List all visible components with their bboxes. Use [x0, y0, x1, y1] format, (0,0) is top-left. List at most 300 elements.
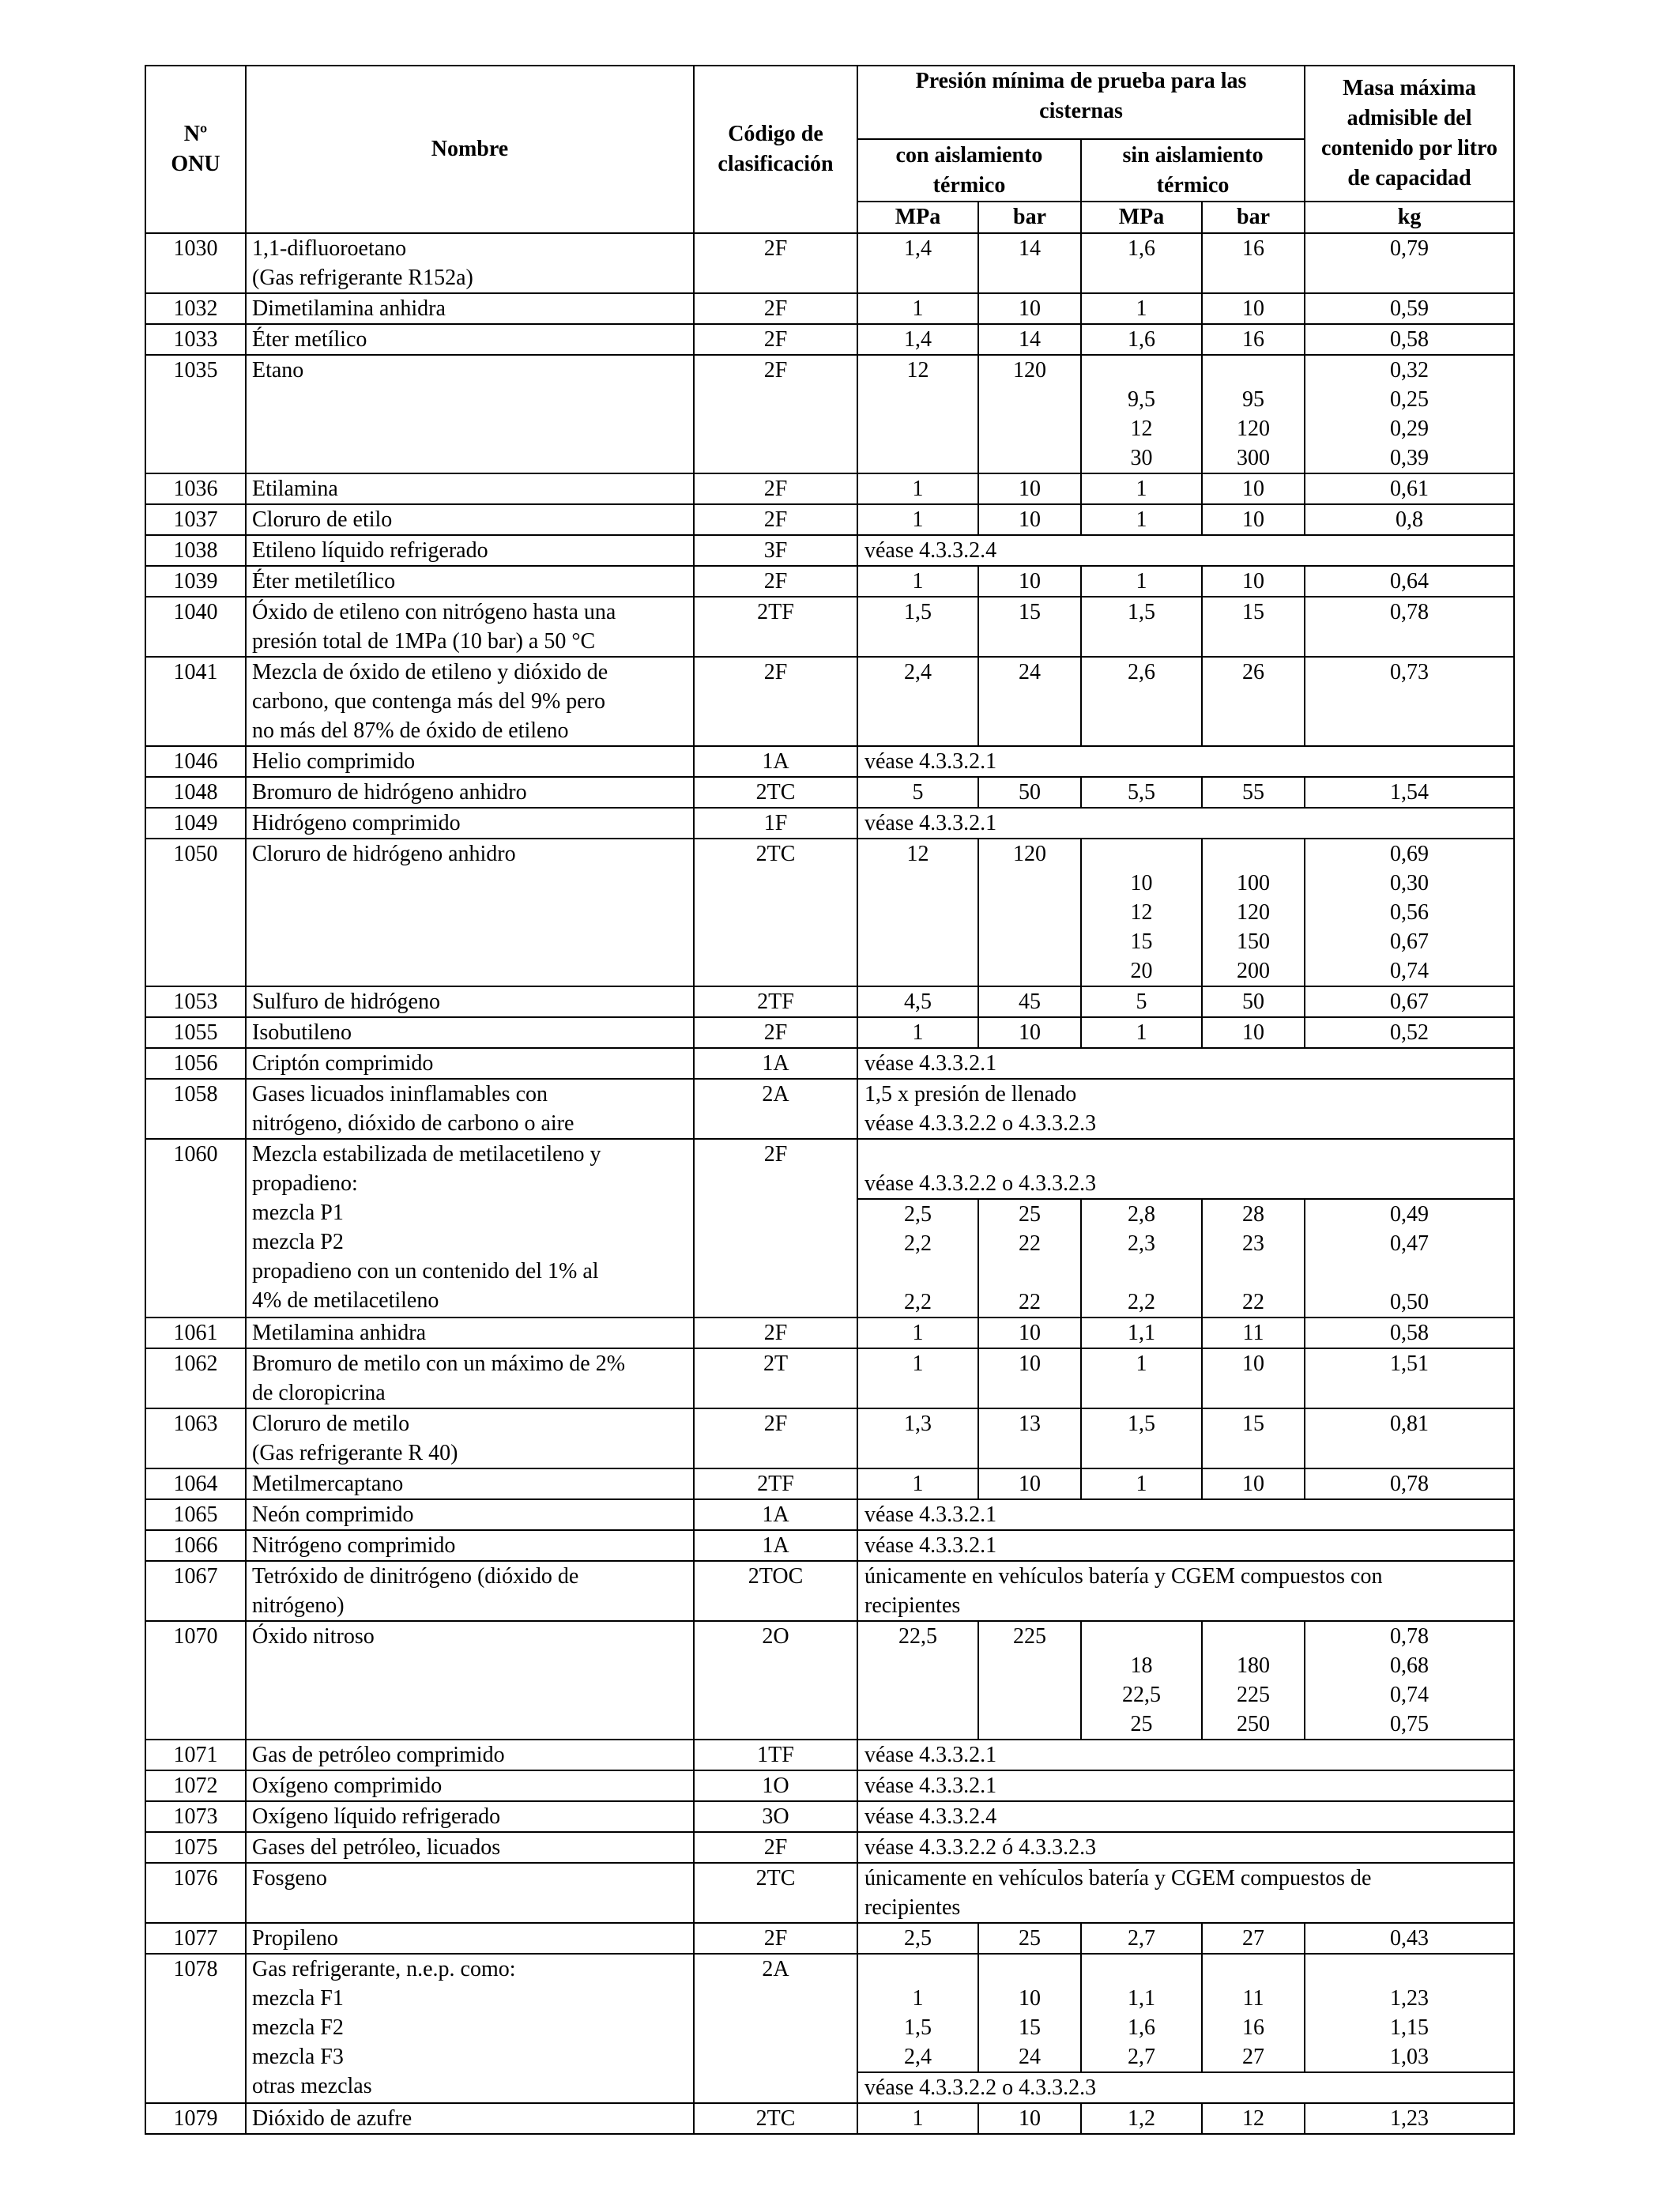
cell-un-number: 1066: [145, 1530, 246, 1561]
cell-see-reference: [857, 746, 1514, 777]
cell-bar-insulated-value: 15: [1019, 600, 1041, 624]
cell-bar-uninsulated-value: 15: [1242, 1412, 1265, 1436]
cell-mpa-uninsulated: [1081, 1621, 1202, 1740]
cell-bar-insulated-value: 22: [1019, 1290, 1041, 1314]
cell-bar-uninsulated-value: 300: [1237, 446, 1271, 470]
cell-name: [246, 986, 694, 1017]
cell-max-mass-value: 1,51: [1390, 1351, 1430, 1376]
cell-bar-insulated-value: 10: [1019, 1020, 1041, 1045]
cell-un-number: 1077: [145, 1923, 246, 1954]
cell-name: [246, 566, 694, 597]
cell-bar-uninsulated-value: 120: [1237, 900, 1271, 925]
table-row: [145, 1770, 1514, 1801]
cell-classification-code: 2F: [694, 324, 857, 355]
cell-classification-code: 2TC: [694, 839, 857, 986]
cell-bar-uninsulated: [1202, 233, 1305, 293]
cell-bar-insulated-value: 14: [1019, 327, 1041, 352]
cell-mpa-insulated-value: 1: [912, 1986, 924, 2011]
cell-bar-insulated: [978, 355, 1081, 473]
header-max-mass: Masa máxima admisible del contenido por litro de capacidad: [1305, 66, 1514, 202]
cell-bar-insulated-value: 10: [1019, 507, 1041, 532]
cell-max-mass: [1305, 1199, 1514, 1318]
cell-name: [246, 1139, 694, 1318]
cell-un-number: 1035: [145, 355, 246, 473]
name-line: Bromuro de hidrógeno anhidro: [252, 780, 527, 805]
cell-bar-insulated-value: 45: [1019, 990, 1041, 1014]
cell-bar-insulated-value: 14: [1019, 236, 1041, 261]
cell-bar-uninsulated-value: 16: [1242, 236, 1265, 261]
cell-bar-uninsulated-value: [1208, 1622, 1298, 1651]
cell-see-reference: [857, 1079, 1514, 1139]
name-line: Fosgeno: [252, 1866, 327, 1891]
cell-un-number: 1037: [145, 504, 246, 535]
table-row: [145, 1408, 1514, 1468]
table-row: [145, 1468, 1514, 1499]
cell-classification-code: 2A: [694, 1079, 857, 1139]
cell-mpa-insulated-value: 2,5: [904, 1926, 932, 1951]
cell-mpa-insulated: [857, 597, 978, 657]
cell-classification-code: 1A: [694, 1048, 857, 1079]
cell-max-mass: [1305, 777, 1514, 808]
cell-name: [246, 1561, 694, 1621]
cell-mpa-insulated-value: 1: [912, 569, 924, 594]
cell-mpa-insulated: [857, 473, 978, 504]
cell-see-reference: [857, 1048, 1514, 1079]
cell-mpa-insulated-value: [864, 1258, 972, 1287]
cell-bar-insulated-value: [985, 1710, 1075, 1739]
cell-un-number: 1056: [145, 1048, 246, 1079]
cell-max-mass-value: 0,56: [1390, 900, 1430, 925]
cell-mpa-insulated-value: 2,2: [904, 1231, 932, 1256]
cell-mpa-uninsulated: [1081, 324, 1202, 355]
table-row: [145, 1017, 1514, 1048]
cell-mpa-insulated: [857, 657, 978, 746]
name-line: [252, 898, 687, 927]
name-line: Metilamina anhidra: [252, 1321, 427, 1345]
cell-bar-uninsulated-value: 22: [1242, 1290, 1265, 1314]
cell-mpa-insulated-value: 1: [912, 296, 924, 321]
table-row: [145, 535, 1514, 566]
cell-bar-uninsulated-value: 28: [1242, 1202, 1265, 1227]
cell-mpa-insulated-value: [864, 898, 972, 927]
cell-bar-uninsulated: [1202, 324, 1305, 355]
table-row: [145, 1832, 1514, 1863]
cell-mpa-uninsulated-value: 18: [1130, 1653, 1153, 1678]
cell-max-mass-value: 0,67: [1390, 929, 1430, 954]
cell-bar-insulated-value: 225: [1013, 1624, 1046, 1649]
cell-bar-insulated-value: 22: [1019, 1231, 1041, 1256]
cell-bar-insulated: [978, 473, 1081, 504]
cell-un-number: 1048: [145, 777, 246, 808]
cell-max-mass: [1305, 233, 1514, 293]
cell-un-number: 1050: [145, 839, 246, 986]
cell-mpa-uninsulated-value: 10: [1130, 871, 1153, 895]
cell-mpa-insulated: [857, 839, 978, 986]
table-row: [145, 473, 1514, 504]
cell-bar-insulated: [978, 1621, 1081, 1740]
cell-mpa-insulated: [857, 504, 978, 535]
cell-bar-insulated-value: 24: [1019, 2045, 1041, 2069]
cell-max-mass: [1305, 1348, 1514, 1408]
cell-un-number: 1070: [145, 1621, 246, 1740]
header-classification-code: Código de clasificación: [694, 66, 857, 233]
cell-mpa-insulated: [857, 777, 978, 808]
cell-classification-code: 2TC: [694, 2103, 857, 2134]
name-line: mezcla F3: [252, 2045, 344, 2069]
dangerous-goods-table: [145, 65, 1515, 2135]
cell-mpa-insulated-value: 22,5: [898, 1624, 937, 1649]
cell-bar-uninsulated-value: 10: [1242, 569, 1265, 594]
cell-mpa-insulated: [857, 1408, 978, 1468]
cell-max-mass: [1305, 566, 1514, 597]
cell-name: [246, 324, 694, 355]
cell-max-mass-value: 0,32: [1390, 358, 1430, 383]
cell-bar-insulated-value: 10: [1019, 1986, 1041, 2011]
cell-mpa-uninsulated: [1081, 2103, 1202, 2134]
cell-max-mass-value: 0,30: [1390, 871, 1430, 895]
cell-bar-uninsulated-value: 11: [1242, 1986, 1264, 2011]
cell-bar-uninsulated-value: [1208, 356, 1298, 385]
cell-name: [246, 355, 694, 473]
cell-mpa-uninsulated-value: 30: [1130, 446, 1153, 470]
cell-mpa-uninsulated: [1081, 233, 1202, 293]
cell-bar-uninsulated: [1202, 473, 1305, 504]
table-row: [145, 808, 1514, 839]
cell-max-mass-value: 0,69: [1390, 842, 1430, 866]
cell-un-number: 1033: [145, 324, 246, 355]
header-unit-bar: bar: [978, 202, 1081, 233]
table-row: [145, 1740, 1514, 1770]
cell-mpa-uninsulated: [1081, 657, 1202, 746]
cell-bar-insulated-value: 24: [1019, 660, 1041, 684]
cell-bar-insulated-value: 10: [1019, 2106, 1041, 2131]
cell-un-number: 1075: [145, 1832, 246, 1863]
reference-text: [864, 1140, 1508, 1169]
cell-mpa-insulated-value: 1: [912, 507, 924, 532]
cell-bar-insulated-value: [985, 414, 1075, 443]
name-line: Tetróxido de dinitrógeno (dióxido de: [252, 1564, 579, 1589]
name-line: mezcla P2: [252, 1230, 344, 1254]
cell-name: [246, 1863, 694, 1923]
cell-un-number: 1071: [145, 1740, 246, 1770]
cell-mpa-insulated-value: [864, 1680, 972, 1710]
cell-mpa-uninsulated-value: 1,6: [1128, 327, 1155, 352]
cell-mpa-uninsulated-value: 15: [1130, 929, 1153, 954]
reference-text: véase 4.3.3.2.1: [864, 1533, 997, 1558]
cell-mpa-insulated-value: 1,4: [904, 236, 932, 261]
cell-max-mass: [1305, 1954, 1514, 2072]
cell-bar-uninsulated: [1202, 355, 1305, 473]
name-line: carbono, que contenga más del 9% pero: [252, 689, 606, 714]
name-line: (Gas refrigerante R152a): [252, 266, 473, 290]
cell-mpa-uninsulated: [1081, 1923, 1202, 1954]
cell-max-mass: [1305, 293, 1514, 324]
cell-bar-insulated: [978, 566, 1081, 597]
cell-max-mass-value: 0,68: [1390, 1653, 1430, 1678]
name-line: [252, 414, 687, 443]
cell-un-number: 1036: [145, 473, 246, 504]
header-unit-kg: kg: [1305, 202, 1514, 233]
cell-see-reference: [857, 1499, 1514, 1530]
cell-mpa-uninsulated: [1081, 777, 1202, 808]
cell-classification-code: 2TC: [694, 1863, 857, 1923]
name-line: otras mezclas: [252, 2074, 372, 2098]
cell-mpa-insulated-value: 5: [912, 780, 924, 805]
cell-mpa-insulated: [857, 1468, 978, 1499]
cell-mpa-uninsulated: [1081, 1468, 1202, 1499]
cell-mpa-uninsulated: [1081, 1408, 1202, 1468]
cell-max-mass-value: 0,74: [1390, 959, 1430, 983]
name-line: Oxígeno líquido refrigerado: [252, 1804, 501, 1829]
cell-mpa-uninsulated-value: 2,7: [1128, 2045, 1155, 2069]
cell-classification-code: 2F: [694, 1318, 857, 1348]
table-row: [145, 986, 1514, 1017]
cell-mpa-insulated-value: 2,5: [904, 1202, 932, 1227]
cell-bar-uninsulated: [1202, 504, 1305, 535]
name-line: [252, 1651, 687, 1680]
cell-un-number: 1030: [145, 233, 246, 293]
name-line: Cloruro de etilo: [252, 507, 393, 532]
cell-mpa-uninsulated: [1081, 839, 1202, 986]
cell-bar-uninsulated-value: 23: [1242, 1231, 1265, 1256]
cell-mpa-insulated-value: 2,4: [904, 2045, 932, 2069]
cell-max-mass: [1305, 324, 1514, 355]
cell-max-mass: [1305, 1408, 1514, 1468]
name-line: Mezcla estabilizada de metilacetileno y: [252, 1142, 601, 1167]
cell-mpa-insulated-value: 1,3: [904, 1412, 932, 1436]
cell-classification-code: 2O: [694, 1621, 857, 1740]
cell-mpa-insulated: [857, 293, 978, 324]
cell-classification-code: 2F: [694, 1139, 857, 1318]
cell-classification-code: 2F: [694, 504, 857, 535]
cell-mpa-insulated: [857, 1199, 978, 1318]
cell-see-reference: [857, 2072, 1514, 2103]
name-line: mezcla P1: [252, 1201, 344, 1225]
cell-bar-uninsulated-value: 150: [1237, 929, 1271, 954]
cell-mpa-insulated-value: 4,5: [904, 990, 932, 1014]
name-line: Bromuro de metilo con un máximo de 2%: [252, 1351, 626, 1376]
cell-max-mass: [1305, 1017, 1514, 1048]
cell-max-mass-value: 0,59: [1390, 296, 1430, 321]
cell-mpa-uninsulated-value: 12: [1130, 417, 1153, 441]
cell-max-mass-value: 1,23: [1390, 1986, 1430, 2011]
cell-bar-uninsulated-value: 16: [1242, 2015, 1265, 2040]
cell-bar-insulated-value: [985, 956, 1075, 986]
cell-un-number: 1079: [145, 2103, 246, 2134]
name-line: propadieno con un contenido del 1% al: [252, 1259, 599, 1284]
cell-un-number: 1039: [145, 566, 246, 597]
cell-mpa-insulated-value: [864, 385, 972, 414]
cell-bar-uninsulated-value: 10: [1242, 296, 1265, 321]
table-row: [145, 1079, 1514, 1139]
cell-mpa-uninsulated-value: 1,1: [1128, 1321, 1155, 1345]
cell-bar-uninsulated-value: 10: [1242, 477, 1265, 501]
cell-name: [246, 1954, 694, 2103]
cell-name: [246, 777, 694, 808]
cell-bar-uninsulated-value: 180: [1237, 1653, 1271, 1678]
cell-un-number: 1064: [145, 1468, 246, 1499]
cell-un-number: 1061: [145, 1318, 246, 1348]
cell-bar-insulated-value: 120: [1013, 358, 1046, 383]
name-line: [252, 1680, 687, 1710]
table-row: [145, 1923, 1514, 1954]
cell-max-mass-value: 0,50: [1390, 1290, 1430, 1314]
cell-mpa-insulated: [857, 1954, 978, 2072]
cell-mpa-uninsulated-value: 1,6: [1128, 2015, 1155, 2040]
table-row: [145, 1318, 1514, 1348]
cell-max-mass-value: 0,58: [1390, 327, 1430, 352]
table-body: [145, 233, 1514, 2134]
cell-max-mass-value: 0,49: [1390, 1202, 1430, 1227]
cell-bar-insulated-value: 10: [1019, 1351, 1041, 1376]
cell-un-number: 1063: [145, 1408, 246, 1468]
reference-text: únicamente en vehículos batería y CGEM compuestos de: [864, 1866, 1372, 1891]
cell-max-mass-value: [1311, 1955, 1508, 1984]
cell-name: [246, 1801, 694, 1832]
cell-classification-code: 3O: [694, 1801, 857, 1832]
cell-mpa-insulated: [857, 1017, 978, 1048]
cell-name: [246, 597, 694, 657]
table-row: [145, 1561, 1514, 1621]
name-line: nitrógeno, dióxido de carbono o aire: [252, 1111, 574, 1136]
cell-max-mass-value: 0,29: [1390, 417, 1430, 441]
cell-name: [246, 1530, 694, 1561]
cell-mpa-insulated-value: 2,4: [904, 660, 932, 684]
cell-max-mass-value: 1,03: [1390, 2045, 1430, 2069]
cell-bar-uninsulated: [1202, 293, 1305, 324]
cell-bar-insulated: [978, 1017, 1081, 1048]
cell-name: [246, 233, 694, 293]
cell-max-mass-value: 0,58: [1390, 1321, 1430, 1345]
cell-bar-insulated: [978, 1923, 1081, 1954]
cell-bar-uninsulated-value: [1208, 1955, 1298, 1984]
cell-un-number: 1053: [145, 986, 246, 1017]
cell-bar-uninsulated-value: 10: [1242, 1472, 1265, 1496]
cell-name: [246, 473, 694, 504]
cell-see-reference: [857, 808, 1514, 839]
cell-mpa-uninsulated-value: 1,1: [1128, 1986, 1155, 2011]
table-row: [145, 1863, 1514, 1923]
cell-bar-insulated-value: 15: [1019, 2015, 1041, 2040]
cell-mpa-uninsulated-value: 12: [1130, 900, 1153, 925]
cell-mpa-uninsulated: [1081, 504, 1202, 535]
cell-bar-insulated-value: 120: [1013, 842, 1046, 866]
cell-see-reference: [857, 1740, 1514, 1770]
cell-bar-uninsulated-value: 250: [1237, 1712, 1271, 1736]
cell-bar-insulated: [978, 597, 1081, 657]
cell-mpa-uninsulated-value: 2,2: [1128, 1290, 1155, 1314]
cell-mpa-uninsulated-value: 1,5: [1128, 1412, 1155, 1436]
table-row: [145, 1348, 1514, 1408]
cell-max-mass: [1305, 355, 1514, 473]
cell-max-mass: [1305, 986, 1514, 1017]
cell-see-reference: [857, 1801, 1514, 1832]
cell-mpa-uninsulated: [1081, 566, 1202, 597]
cell-un-number: 1040: [145, 597, 246, 657]
cell-mpa-insulated-value: 1,5: [904, 600, 932, 624]
cell-name: [246, 1318, 694, 1348]
cell-bar-insulated-value: [985, 443, 1075, 473]
cell-mpa-insulated-value: 12: [906, 358, 929, 383]
cell-mpa-insulated-value: 1: [912, 477, 924, 501]
header-unit-mpa: MPa: [857, 202, 978, 233]
cell-name: [246, 1923, 694, 1954]
reference-text: véase 4.3.3.2.1: [864, 1743, 997, 1767]
cell-mpa-uninsulated-value: 2,6: [1128, 660, 1155, 684]
table-row: [145, 504, 1514, 535]
cell-mpa-insulated: [857, 986, 978, 1017]
cell-bar-uninsulated: [1202, 1408, 1305, 1468]
cell-mpa-insulated-value: 1: [912, 1351, 924, 1376]
cell-classification-code: 2T: [694, 1348, 857, 1408]
reference-text: véase 4.3.3.2.1: [864, 749, 997, 774]
cell-classification-code: 1O: [694, 1770, 857, 1801]
cell-mpa-uninsulated-value: 2,3: [1128, 1231, 1155, 1256]
cell-max-mass: [1305, 839, 1514, 986]
cell-un-number: 1046: [145, 746, 246, 777]
cell-bar-insulated-value: [985, 927, 1075, 956]
name-line: Dimetilamina anhidra: [252, 296, 446, 321]
cell-bar-insulated: [978, 1408, 1081, 1468]
cell-name: [246, 1079, 694, 1139]
cell-mpa-uninsulated: [1081, 1017, 1202, 1048]
cell-bar-uninsulated-value: 12: [1242, 2106, 1265, 2131]
cell-mpa-insulated-value: [864, 956, 972, 986]
cell-classification-code: 2TC: [694, 777, 857, 808]
cell-mpa-uninsulated-value: 2,8: [1128, 1202, 1155, 1227]
cell-bar-uninsulated-value: 120: [1237, 417, 1271, 441]
cell-classification-code: 2F: [694, 657, 857, 746]
cell-bar-insulated: [978, 1318, 1081, 1348]
cell-classification-code: 2F: [694, 355, 857, 473]
cell-un-number: 1067: [145, 1561, 246, 1621]
cell-max-mass: [1305, 504, 1514, 535]
name-line: Criptón comprimido: [252, 1051, 434, 1076]
name-line: [252, 443, 687, 473]
cell-max-mass-value: 0,75: [1390, 1712, 1430, 1736]
cell-bar-insulated-value: [985, 1680, 1075, 1710]
cell-max-mass-value: 0,67: [1390, 990, 1430, 1014]
cell-mpa-insulated-value: 1: [912, 1321, 924, 1345]
cell-max-mass: [1305, 657, 1514, 746]
cell-max-mass: [1305, 2103, 1514, 2134]
table-row: [145, 1048, 1514, 1079]
name-line: Helio comprimido: [252, 749, 416, 774]
cell-mpa-insulated: [857, 1318, 978, 1348]
name-line: Oxígeno comprimido: [252, 1774, 443, 1798]
cell-mpa-uninsulated-value: 1: [1136, 1351, 1147, 1376]
cell-bar-uninsulated: [1202, 839, 1305, 986]
cell-max-mass-value: 0,64: [1390, 569, 1430, 594]
name-line: mezcla F2: [252, 2015, 344, 2040]
cell-bar-uninsulated: [1202, 597, 1305, 657]
table-row: [145, 324, 1514, 355]
cell-max-mass: [1305, 473, 1514, 504]
table-row: [145, 839, 1514, 986]
cell-bar-insulated-value: 25: [1019, 1926, 1041, 1951]
cell-classification-code: 2F: [694, 1408, 857, 1468]
cell-un-number: 1032: [145, 293, 246, 324]
cell-un-number: 1076: [145, 1863, 246, 1923]
cell-mpa-uninsulated-value: 25: [1130, 1712, 1153, 1736]
cell-max-mass-value: 0,39: [1390, 446, 1430, 470]
cell-bar-uninsulated: [1202, 777, 1305, 808]
cell-un-number: 1073: [145, 1801, 246, 1832]
cell-un-number: 1060: [145, 1139, 246, 1318]
header-name: Nombre: [246, 66, 694, 233]
table-row: [145, 293, 1514, 324]
cell-mpa-uninsulated-value: [1087, 1955, 1196, 1984]
